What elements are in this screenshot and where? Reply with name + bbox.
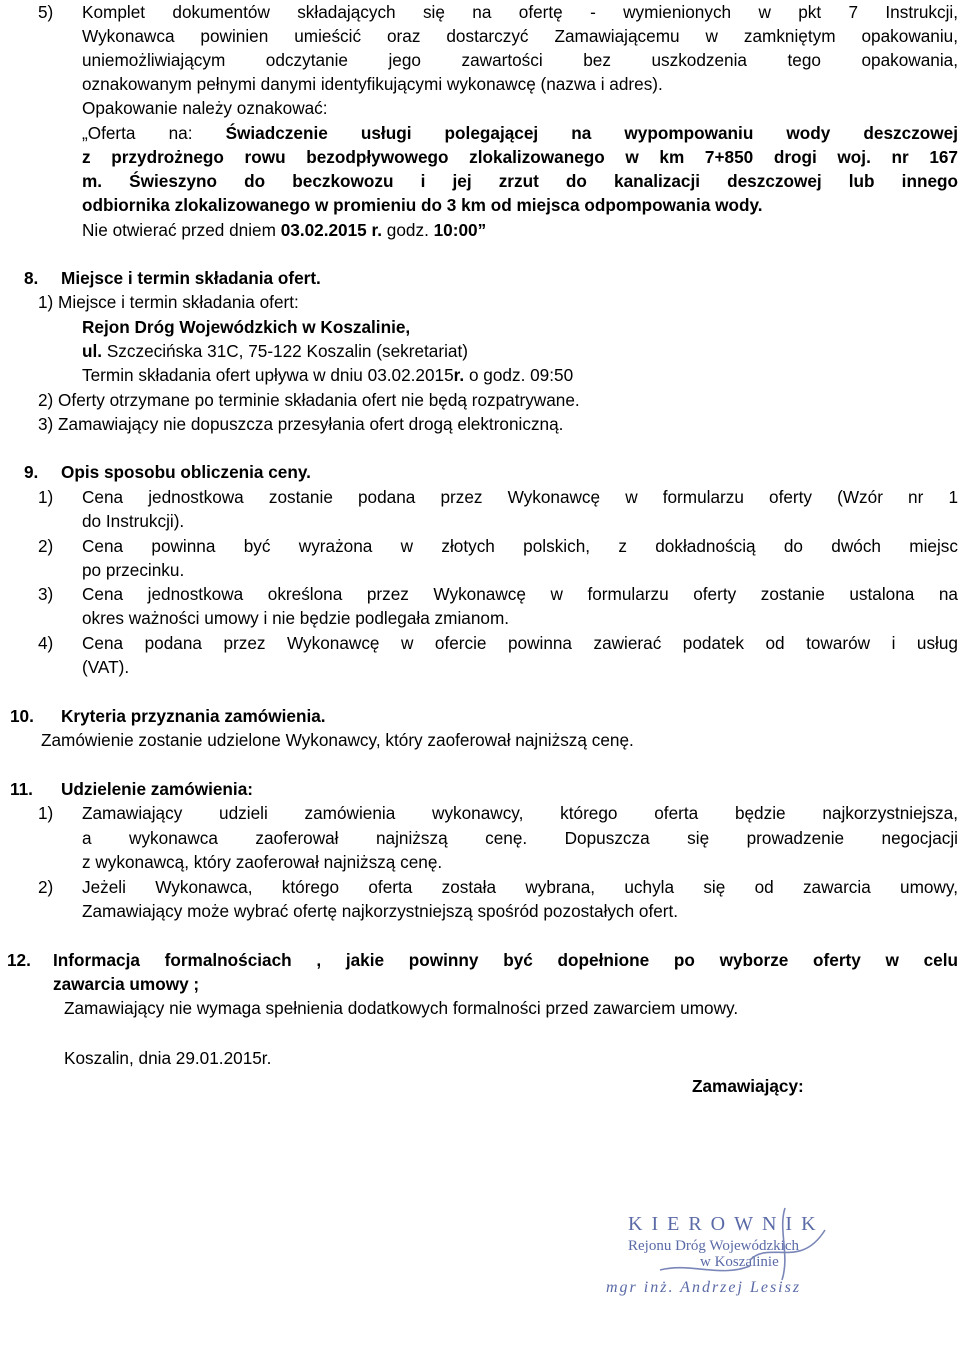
open-time: 10:00” <box>433 220 487 240</box>
item-number: 5) <box>38 2 54 22</box>
paragraph-line: Zamawiający nie wymaga spełnienia dodatkowych formalności przed zawarciem umowy. <box>64 998 739 1018</box>
offer-title-line <box>82 121 958 145</box>
list-item: 2) Oferty otrzymane po terminie składania ofert nie będą rozpatrywane. <box>38 390 580 410</box>
place-and-date: Koszalin, dnia 29.01.2015r. <box>64 1048 272 1068</box>
deadline-r: r. <box>453 365 465 385</box>
section-title-cont: zawarcia umowy ; <box>53 974 200 994</box>
address-line <box>82 339 468 363</box>
offer-subject-line: m. Świeszyno do beczkowozu i jej zrzut do kanalizacji deszczowej lub innego <box>82 171 958 191</box>
section-title: Udzielenie zamówienia: <box>61 779 253 799</box>
paragraph-line: Zamówienie zostanie udzielone Wykonawcy, który zaoferował najniższą cenę. <box>41 730 634 750</box>
stamp-line-3: w Koszalinie <box>700 1254 779 1270</box>
section-title: Kryteria przyznania zamówienia. <box>61 706 326 726</box>
offer-subject: Świadczenie usługi polegającej na wypompowaniu wody deszczowej <box>225 123 958 143</box>
item-number: 1) <box>38 803 54 823</box>
paragraph-line: Cena jednostkowa zostanie podana przez Wykonawcę w formularzu oferty (Wzór nr 1 <box>82 487 958 507</box>
paragraph-line: Komplet dokumentów składających się na ofertę - wymienionych w pkt 7 Instrukcji, <box>82 2 958 22</box>
paragraph-line: Cena jednostkowa określona przez Wykonawcę w formularzu oferty zostanie ustalona na <box>82 584 958 604</box>
organization-name: Rejon Dróg Wojewódzkich w Koszalinie, <box>82 317 411 337</box>
list-item: 3) Zamawiający nie dopuszcza przesyłania ofert drogą elektroniczną. <box>38 414 564 434</box>
paragraph-line: Cena powinna być wyrażona w złotych polskich, z dokładnością do dwóch miejsc <box>82 536 958 556</box>
stamp-line-4: mgr inż. Andrzej Lesisz <box>606 1279 802 1296</box>
offer-prefix: „Oferta na: <box>82 123 193 143</box>
paragraph-line: Wykonawca powinien umieścić oraz dostarczyć Zamawiającemu w zamkniętym opakowaniu, <box>82 26 958 46</box>
section-title: Miejsce i termin składania ofert. <box>61 268 321 288</box>
deadline-line <box>82 363 573 387</box>
item-number: 3) <box>38 584 54 604</box>
open-date: 03.02.2015 r. <box>280 220 383 240</box>
item-number: 2) <box>38 536 54 556</box>
list-item: 1) Miejsce i termin składania ofert: <box>38 292 299 312</box>
section-number: 9. <box>24 462 39 482</box>
paragraph-line: a wykonawca zaoferował najniższą cenę. Dopuszcza się prowadzenie negocjacji <box>82 828 958 848</box>
open-godz: godz. <box>386 220 429 240</box>
deadline-text: Termin składania ofert upływa w dniu 03.02.2015 <box>82 365 454 385</box>
paragraph-line: uniemożliwiającym odczytanie jego zawartości bez uszkodzenia tego opakowania, <box>82 50 958 70</box>
section-number: 11. <box>10 779 33 799</box>
address-ul: ul. <box>82 341 103 361</box>
paragraph-line: Jeżeli Wykonawca, którego oferta została wybrana, uchyla się od zawarcia umowy, <box>82 877 958 897</box>
section-number: 12. <box>7 950 31 970</box>
do-not-open-text: Nie otwierać przed dniem <box>82 220 276 240</box>
paragraph-line: Zamawiający udzieli zamówienia wykonawcy, którego oferta będzie najkorzystniejsza, <box>82 803 958 823</box>
item-number: 4) <box>38 633 54 653</box>
paragraph-line: okres ważności umowy i nie będzie podlegała zmianom. <box>82 608 510 628</box>
paragraph-line: Cena podana przez Wykonawcę w ofercie powinna zawierać podatek od towarów i usług <box>82 633 958 653</box>
item-number: 2) <box>38 877 54 897</box>
stamp-line-1: KIEROWNIK <box>628 1213 825 1235</box>
section-number: 8. <box>24 268 39 288</box>
address-text: Szczecińska 31C, 75-122 Koszalin (sekretariat) <box>106 341 468 361</box>
official-stamp <box>600 1200 900 1320</box>
paragraph-line: Zamawiający może wybrać ofertę najkorzystniejszą spośród pozostałych ofert. <box>82 901 679 921</box>
paragraph-line: z wykonawcą, który zaoferował najniższą cenę. <box>82 852 443 872</box>
offer-subject-line: odbiornika zlokalizowanego w promieniu do 3 km od miejsca odpompowania wody. <box>82 195 763 215</box>
section-number: 10. <box>10 706 34 726</box>
paragraph-line: po przecinku. <box>82 560 185 580</box>
deadline-time: o godz. 09:50 <box>468 365 574 385</box>
section-title: Opis sposobu obliczenia ceny. <box>61 462 311 482</box>
section-title: Informacja formalnościach , jakie powinny być dopełnione po wyborze oferty w celu <box>53 950 958 970</box>
signature-label: Zamawiający: <box>692 1076 804 1096</box>
paragraph-line: (VAT). <box>82 657 130 677</box>
paragraph-line: oznakowanym pełnymi danymi identyfikującymi wykonawcę (nazwa i adres). <box>82 74 663 94</box>
offer-subject-line: z przydrożnego rowu bezodpływowego zlokalizowanego w km 7+850 drogi woj. nr 167 <box>82 147 958 167</box>
do-not-open-line <box>82 218 486 242</box>
paragraph-line: do Instrukcji). <box>82 511 185 531</box>
packaging-label: Opakowanie należy oznakować: <box>82 98 328 118</box>
stamp-line-2: Rejonu Dróg Wojewódzkich <box>628 1238 799 1254</box>
item-number: 1) <box>38 487 54 507</box>
